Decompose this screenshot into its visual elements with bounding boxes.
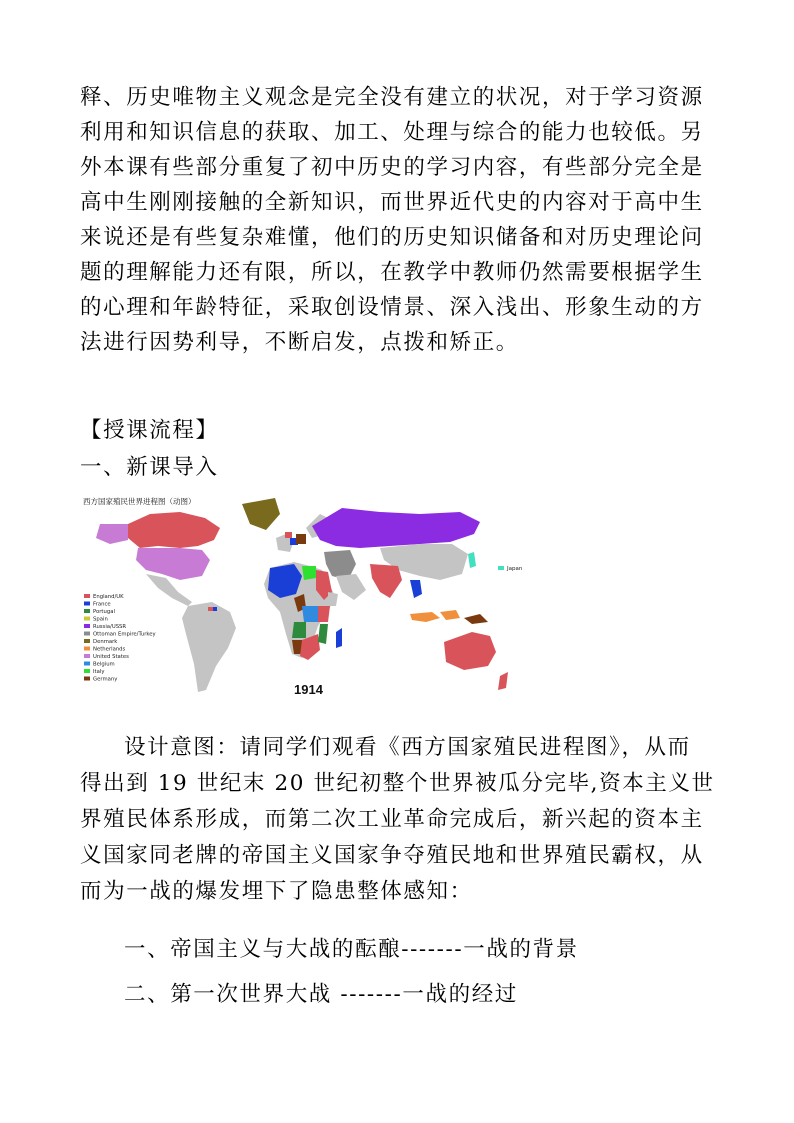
legend-label-russia: Russia/USSR: [93, 624, 127, 630]
intro-line-5: 来说还是有些复杂难懂，他们的历史知识储备和对历史理论问: [80, 225, 704, 250]
legend-label-spain: Spain: [93, 616, 108, 623]
legend-swatch-denmark: [84, 639, 90, 643]
intro-line-8: 法进行因势利导，不断启发，点拨和矫正。: [80, 330, 519, 355]
design-line-3: 界殖民体系形成，而第二次工业革命完成后，新兴起的资本主: [80, 807, 704, 832]
legend-label-netherlands: Netherlands: [93, 646, 126, 653]
intro-line-6: 题的理解能力还有限，所以，在教学中教师仍然需要根据学生: [80, 260, 704, 285]
legend-swatch-france: [84, 602, 90, 606]
intro-line-1: 释、历史唯物主义观念是完全没有建立的状况，对于学习资源: [80, 85, 704, 110]
legend-label-italy: Italy: [93, 669, 105, 675]
legend-swatch-ottoman: [84, 632, 90, 636]
map-year: 1914: [294, 682, 323, 697]
subsection-heading: 一、新课导入: [80, 455, 219, 480]
intro-line-7: 的心理和年龄特征，采取创设情景、深入浅出、形象生动的方: [80, 295, 704, 320]
legend-swatch-portugal: [84, 609, 90, 613]
japan-swatch: [498, 566, 504, 570]
legend-label-germany: Germany: [93, 676, 118, 683]
legend-label-ottoman: Ottoman Empire/Turkey: [93, 631, 156, 638]
legend-label-france: France: [93, 601, 111, 608]
design-line-1: 设计意图：请同学们观看《西方国家殖民进程图》，从而: [124, 735, 691, 760]
legend-swatch-uk: [84, 594, 90, 598]
intro-line-2: 利用和知识信息的获取、加工、处理与综合的能力也较低。另: [80, 120, 704, 145]
intro-line-3: 外本课有些部分重复了初中历史的学习内容，有些部分完全是: [80, 155, 704, 180]
legend-label-portugal: Portugal: [93, 609, 115, 615]
outline-item-1: 一、帝国主义与大战的酝酿-------一战的背景: [124, 937, 579, 962]
legend-swatch-netherlands: [84, 647, 90, 651]
design-line-4: 义国家同老牌的帝国主义国家争夺殖民地和世界殖民霸权，从: [80, 843, 704, 868]
intro-line-4: 高中生刚刚接触的全新知识，而世界近代史的内容对于高中生: [80, 190, 704, 215]
legend-swatch-italy: [84, 669, 90, 673]
legend-label-uk: England/UK: [93, 594, 124, 600]
legend-label-belgium: Belgium: [93, 661, 115, 668]
legend-swatch-us: [84, 654, 90, 658]
legend-swatch-spain: [84, 617, 90, 621]
section-heading: 【授课流程】: [80, 418, 219, 443]
legend-swatch-belgium: [84, 662, 90, 666]
legend-swatch-germany: [84, 677, 90, 681]
legend-swatch-russia: [84, 624, 90, 628]
design-line-2: 得出到 19 世纪末 20 世纪初整个世界被瓜分完毕,资本主义世: [80, 771, 715, 796]
legend-label-denmark: Denmark: [93, 639, 118, 645]
legend-label-us: United States: [93, 654, 129, 660]
outline-item-2: 二、第一次世界大战 -------一战的经过: [124, 982, 518, 1007]
japan-label: Japan: [507, 566, 523, 572]
colonial-map-svg: [80, 494, 532, 706]
design-line-5: 而为一战的爆发埋下了隐患整体感知：: [80, 879, 473, 904]
map-title: 西方国家殖民世界进程图（动图）: [83, 497, 196, 506]
colonial-map-image: [80, 494, 532, 706]
